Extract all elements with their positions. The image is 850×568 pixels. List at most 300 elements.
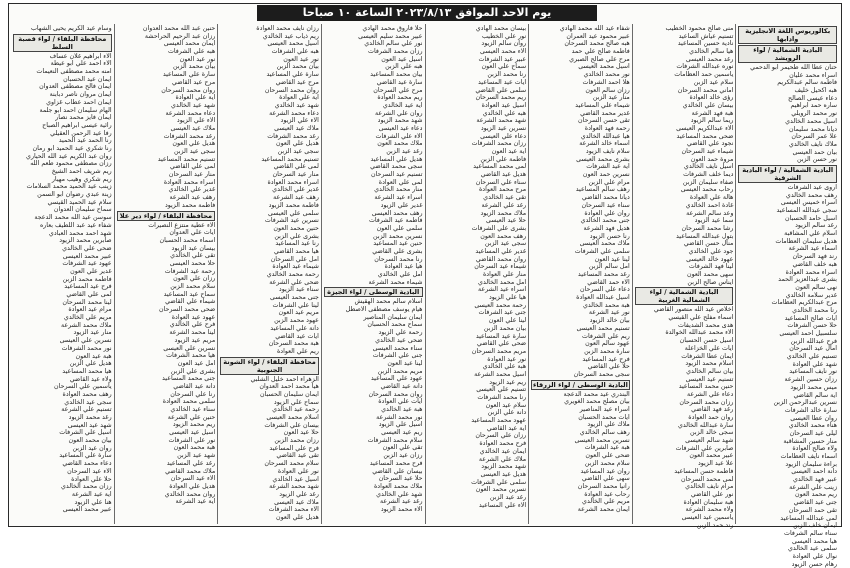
name-entry: روان حمد العوادة: [688, 414, 734, 421]
name-entry: دعاء عيسى الصالح: [788, 94, 837, 102]
name-entry: ديانا محمد سليمان: [789, 125, 837, 133]
name-entry: ملاك محمد العون: [377, 140, 423, 148]
name-entry: نوال علي العوادة: [792, 552, 837, 560]
name-entry: بشرى محمد العيسى: [576, 155, 630, 163]
name-entry: هبه علي الشرفات: [271, 48, 319, 56]
name-entry: اسماء خالد الشرعة: [579, 140, 630, 148]
name-entry: ايمان فالح مصطفى العدوان: [39, 83, 112, 91]
name-entry: ايمان مروان ناصر دبابنة: [49, 91, 112, 99]
name-entry: رزان محمد الشرفات: [368, 48, 423, 56]
name-entry: سارة خالد الشرفات: [784, 406, 837, 414]
name-entry: سلام عيد العون: [485, 401, 527, 409]
name-entry: هناء محمد الخالدي: [788, 422, 837, 430]
name-entry: شهد علي العوادة: [792, 360, 837, 368]
name-entry: امل سالم الزبن: [588, 263, 630, 271]
name-entry: سلام محمد الشرفات: [367, 436, 423, 444]
name-entry: ايات محمد الحسبان: [578, 413, 630, 421]
name-entry: ضحى محمد المساعيد: [676, 132, 734, 140]
name-entry: علا عيد الزيود: [697, 460, 734, 468]
name-entry: ياسمين عيد العيسى: [681, 513, 734, 521]
name-entry: تسنيم محمد العيسى: [576, 324, 630, 332]
name-entry: رزان علي السرحان: [475, 432, 527, 440]
name-entry: فاطمة محمد الزبن: [62, 275, 112, 283]
name-entry: نور علي العوادة: [277, 467, 319, 475]
name-entry: رهف سالم المساعيد: [575, 186, 630, 194]
name-entry: فاطمة محمد الزيود: [268, 201, 319, 209]
name-entry: شفاء عيد الله محمد الهادي: [559, 25, 630, 32]
name-entry: سارة علي المساعيد: [162, 71, 216, 79]
name-entry: الاء علي الشرفات: [375, 132, 423, 140]
name-entry: ملاك عيد العيسى: [274, 124, 319, 132]
name-entry: اية علي العوادة: [175, 94, 216, 102]
name-entry: حنين محمد العون: [273, 224, 319, 232]
name-entry: ولاء محمد الشرعة: [685, 506, 734, 514]
name-entry: تسنيم علي الشرعة: [61, 406, 112, 414]
name-column: [632, 24, 736, 529]
name-entry: اسلام محمد الزيود: [685, 360, 734, 368]
name-entry: سناء عيد الزيود: [278, 286, 319, 294]
name-entry: هيا سالم الخالدي: [689, 48, 734, 56]
name-entry: امال عيد السرحان: [789, 345, 837, 353]
name-entry: اسماء نايف العظامات: [780, 453, 837, 460]
name-entry: نسرين علي العيسى: [163, 344, 216, 352]
name-entry: هبة سليمان العوادة: [683, 498, 734, 506]
name-entry: شهد عيد العيسى: [67, 421, 112, 429]
name-entry: سارة عيد المساعيد: [475, 332, 527, 340]
name-entry: لينا فهد الشرفات: [688, 263, 734, 271]
name-entry: شيماء عيد العوادة: [272, 263, 319, 271]
name-entry: لينا علي الشرفات: [272, 301, 319, 309]
name-entry: اسيل عبدالله العوادة: [576, 294, 630, 302]
name-entry: رحمة فهد العوادة: [584, 124, 630, 132]
name-entry: عهود محمد المساعيد: [471, 417, 527, 425]
name-entry: شيماء علي القاضي: [165, 298, 216, 306]
name-entry: نور علي الشرفات: [168, 436, 216, 444]
name-entry: مريم عيد العون: [278, 309, 319, 317]
section-heading: البادية الشمالية / لواء البادية الشرقية: [738, 165, 837, 183]
name-entry: هنا علي الزيود: [74, 498, 112, 506]
name-entry: ساره حمد ابراهيم: [790, 102, 837, 110]
name-entry: رنا محمد الخالدي: [792, 306, 837, 314]
name-entry: فاطمة صالح علي حمد: [571, 48, 630, 56]
name-entry: رزان حسين الشرعة: [784, 376, 837, 384]
name-entry: ملاك علي الشرعة: [478, 455, 527, 463]
name-entry: حنين محمد المساعيد: [678, 383, 734, 391]
name-entry: غدير سلامة الخالدي: [785, 291, 837, 299]
name-entry: تسنيم علي العيسى: [476, 386, 527, 394]
name-entry: الهام سليمان احمد ابو جلمة: [39, 106, 112, 114]
name-entry: منار محمد الخالدي: [374, 186, 423, 194]
name-entry: ايمان عيد الخالدي: [479, 447, 527, 455]
name-entry: ريم محمد العون: [795, 491, 837, 499]
name-entry: غدير علي العون: [70, 267, 112, 275]
name-entry: الاء محمد الشرفات: [268, 506, 319, 514]
name-entry: سناء محمد العيسى: [372, 344, 423, 352]
name-entry: نسرين عيد الشرفات: [264, 217, 319, 225]
name-entry: رزان محمد السرحان: [679, 398, 734, 406]
name-entry: رغد محمد المساعيد: [577, 271, 630, 278]
name-entry: الاء محمد عبدالله الخوالدة: [665, 329, 734, 337]
name-entry: جنى محمد المساعيد: [162, 375, 216, 383]
name-entry: هديل علي العون: [276, 140, 319, 148]
name-entry: ملاك علي الزيود: [587, 421, 630, 429]
name-entry: سلمى علي العيسى: [268, 209, 319, 217]
name-entry: بشرى علي الشرفات: [471, 224, 527, 232]
name-entry: تقى علي الخالدي: [170, 252, 216, 260]
name-entry: اية سالم القاضي: [793, 391, 837, 399]
name-entry: اسلام سالم محمد الهقيش: [354, 298, 423, 306]
name-entry: ضحى عيد الخالدي: [375, 336, 423, 344]
name-entry: نور حسن الزبن: [796, 156, 837, 164]
name-entry: شهد محمد الزيود: [377, 117, 423, 125]
name-entry: رغد علي الزيود: [279, 490, 319, 498]
name-entry: رغد محمد الزيود: [68, 414, 112, 421]
name-entry: وسام عيد الكريم يحيى الشهاب: [30, 25, 112, 32]
name-entry: ريم شريف احمد الشيخ: [51, 168, 112, 175]
name-entry: اسراء خميس العيسى: [780, 199, 837, 207]
name-entry: رنا محمد الزبن: [487, 71, 527, 79]
name-entry: تقى حمد السرحان: [788, 506, 837, 514]
name-entry: هبه اكحيل خليف: [794, 87, 837, 95]
name-entry: بيسان محمد الهادي: [475, 25, 527, 32]
name-entry: رزان نايف محمد العوادة: [256, 25, 319, 32]
name-entry: نسرين علي العيسى: [59, 337, 112, 345]
name-entry: رنا محمد السرحان: [374, 255, 423, 263]
name-entry: مرح عيد القاضي: [275, 78, 319, 86]
name-entry: منار عيد السرحان: [168, 171, 216, 179]
name-entry: رغد عيد الزبن: [489, 493, 527, 501]
name-entry: لينا عيد العون: [387, 359, 423, 367]
name-entry: امل علي السرحان: [270, 255, 319, 263]
name-entry: مرح علي السرحان: [373, 86, 423, 94]
name-entry: بشرى علي الزبن: [170, 367, 216, 375]
name-entry: اسيل عيد العيسى: [169, 429, 216, 437]
name-entry: سلام محمد الزبن: [170, 283, 216, 290]
section-heading: البادية الوسطى / لواء الزرقاء: [533, 380, 628, 389]
name-entry: رحمة علي الزيود: [378, 329, 423, 337]
name-entry: الاء علي الزيود: [280, 117, 319, 125]
name-entry: رزان علي العون: [173, 275, 216, 283]
name-entry: سلام محمد الزبن: [584, 459, 630, 467]
name-entry: الاء عيد السرحان: [170, 475, 216, 483]
name-entry: روان محمد الخالدي: [164, 490, 216, 498]
name-entry: نوره عبدالله الشرفات: [676, 63, 734, 71]
name-entry: اسراء محمد العوادة: [785, 268, 837, 276]
name-entry: رهف عيد الشرعة: [273, 194, 319, 202]
name-entry: عبير محمد العيسى: [62, 252, 112, 260]
name-entry: فاطمة حسن المساعيد: [674, 467, 734, 475]
name-entry: الاء علي المساعيد: [478, 501, 527, 509]
name-entry: ريم ذياب عيد الخالدي: [262, 32, 319, 40]
name-entry: سما عيد الزيود: [694, 217, 734, 225]
name-entry: لمى عبدالله المساعيد: [780, 514, 837, 522]
name-entry: سجى عيد الزبن: [484, 240, 527, 248]
name-entry: ريما سالم الزيود: [690, 117, 734, 125]
name-entry: حلا حسن الشرفات: [787, 322, 837, 330]
name-entry: امل علي الخالدي: [377, 271, 423, 278]
name-entry: ريم محمد العوادة: [377, 94, 423, 102]
name-entry: نور محمد الشرعة: [376, 413, 423, 421]
name-entry: اسراء عيد الشرعة: [478, 286, 527, 294]
name-entry: ملاك محمد القاضي: [165, 467, 216, 475]
name-entry: زينة عبدي رضوان ابو السمن: [37, 191, 112, 199]
name-entry: امنه محمد مصطفى النعيمات: [36, 68, 112, 76]
name-entry: ايمان فايز محمد نصار: [55, 114, 112, 122]
name-entry: ايات عيد القاضي: [275, 332, 319, 340]
name-entry: ايات علي الخزاعلة: [684, 344, 734, 352]
name-entry: ملاك عيد العيسى: [170, 124, 216, 132]
name-entry: عهود خالد العيسى: [686, 255, 734, 263]
name-entry: ياسمين علي السرحان: [54, 383, 112, 391]
name-entry: ديما خلف الشرفات: [683, 171, 734, 179]
name-entry: رزان سالم العون: [585, 86, 630, 94]
name-entry: مرح محمد العوادة: [479, 186, 527, 194]
name-entry: رغد محمد العيسى: [685, 55, 734, 63]
name-entry: بيان محمد العون: [68, 437, 112, 445]
name-entry: رغد فهد القاضي: [691, 406, 734, 414]
name-entry: شيماء علي المساعيد: [575, 101, 630, 109]
name-entry: نور محمد الشرفات: [61, 344, 112, 352]
name-entry: مريم محمد السرحان: [471, 347, 527, 355]
name-entry: هديل علي المساعيد: [370, 155, 423, 163]
name-entry: اسراء محمد العوادة: [267, 178, 319, 186]
name-entry: مرام عيد العوادة: [68, 306, 112, 314]
name-entry: عهود علي المساعيد: [370, 375, 423, 383]
name-entry: رنا محمد الشرفات: [477, 394, 527, 401]
name-entry: تسنيم عياش الساعيد: [678, 32, 734, 40]
name-entry: ميس محمد الزيود: [790, 383, 837, 391]
name-entry: جود علي الخالدي: [688, 247, 734, 255]
name-entry: ايمان عيد الحسبان: [63, 75, 112, 83]
name-entry: رحمة عيد الخالدي: [272, 406, 319, 414]
name-entry: فرح عيد المساعيد: [64, 283, 112, 291]
name-entry: رغد عيد الزبن: [386, 148, 423, 155]
name-entry: سجى عيد الخالدي: [64, 398, 112, 406]
name-entry: دعاء علي العيسى: [480, 132, 527, 140]
name-entry: رغد عيد الشرعة: [380, 498, 423, 506]
name-column: [321, 24, 425, 524]
name-entry: ايمان سليمان المناصير: [363, 313, 423, 321]
name-entry: اية علي العوادة: [279, 94, 319, 102]
name-entry: نجود علي القاضي: [687, 140, 734, 148]
name-entry: اسيل عيد الخالدي: [272, 475, 319, 483]
name-entry: سلسبيل احمد العيسى: [779, 330, 837, 337]
name-entry: الزهراء احمد خليل الشلبي: [250, 375, 319, 383]
name-entry: اية عيد الشرفات: [586, 163, 630, 171]
date-time-header: يوم الاحد الموافق ٢٠٢٣/٨/١٣ الساعة ١٠ صباحا: [257, 5, 597, 21]
name-entry: جنى عيد الشرفات: [478, 309, 527, 317]
name-entry: سماح علي العون: [481, 63, 527, 71]
name-entry: صفاء سليمان الزبن: [682, 178, 734, 186]
name-entry: شفاء عيد عبد اللطيف بعاره: [39, 221, 112, 229]
name-entry: ايمان خلف الزبن: [793, 522, 837, 530]
name-entry: رنا عيد المساعيد: [275, 240, 319, 248]
name-entry: روان سالم الزيود: [481, 40, 527, 48]
name-entry: هديل عيد العيسى: [480, 470, 527, 478]
name-entry: اية عيد العون: [491, 148, 527, 155]
name-entry: سناء سالم الشرفات: [784, 529, 837, 537]
name-entry: سلمى محمد العوادة: [162, 398, 216, 406]
name-entry: ملاك محمد العيسى: [579, 240, 630, 248]
name-entry: رؤى خالد العوادة: [689, 94, 734, 102]
section-heading: محافظة البلقاء / لواء الشونة الجنوبية: [220, 357, 319, 375]
section-heading: محافظة البلقاء / لواء دير علا: [117, 211, 216, 221]
name-entry: هبه صالح محمد السرحان: [564, 40, 630, 48]
name-entry: اخلاص عيد الله منصور القاضي: [653, 306, 734, 314]
name-entry: حنين عبد الله محمد العدوان: [142, 25, 216, 32]
name-entry: هبة فهد الشرعة: [691, 109, 734, 117]
name-entry: هديل علي العوادة: [169, 482, 216, 490]
name-entry: عبير عيد الشرفات: [478, 55, 527, 63]
name-entry: رنا شكري عيد الحميد ابو رمان: [32, 144, 112, 152]
name-entry: لمى علي القاضي: [66, 291, 112, 298]
name-entry: بيان محمد المساعيد: [370, 71, 423, 79]
name-entry: اسيل حسن الحسبان: [679, 337, 734, 345]
name-entry: رهف سالم الخالدي: [579, 429, 630, 437]
name-entry: صابرين محمد الزيود: [59, 237, 112, 245]
name-entry: اسيل محمد العيسى: [267, 40, 319, 48]
name-entry: اسيل عيد العوادة: [481, 101, 527, 109]
name-entry: لينا محمد الشرعة: [169, 329, 216, 337]
name-entry: ايمان عطا الشرفات: [681, 352, 734, 360]
name-entry: تسنيم عيد السرحان: [370, 171, 423, 179]
name-entry: روان عيد الزبن: [72, 444, 112, 452]
name-entry: رهف عيد الشرعة: [169, 194, 216, 202]
name-entry: رهف محمد العيسى: [371, 209, 423, 217]
name-entry: اسراء محمد عليان: [789, 71, 837, 79]
name-entry: هيا محمد العيسى: [792, 537, 837, 545]
name-entry: نادية حسين المساعيد: [677, 40, 734, 48]
name-entry: هديل علي العون: [172, 140, 216, 148]
name-entry: هالة علي العوادة: [689, 194, 734, 202]
name-entry: نور محمد الخالدي: [583, 71, 630, 79]
name-entry: سناء عيد الخالدي: [170, 406, 216, 413]
name-entry: سلمى علي العون: [376, 224, 423, 232]
name-entry: روان عطا العيسى: [790, 414, 837, 422]
name-entry: عهود عيد الشرفات: [62, 260, 112, 268]
name-entry: الاء علي الزيود: [176, 117, 216, 125]
name-entry: لينا عيد العون: [594, 255, 630, 263]
name-entry: شهد محمد الشرعة: [476, 117, 527, 125]
name-entry: بيسان علي الخالدي: [682, 101, 734, 109]
name-entry: سناء علي السرحان: [475, 178, 527, 186]
name-entry: الاء حمد القاضي: [587, 278, 630, 286]
name-entry: اسيل نايف الخالدي: [683, 163, 734, 171]
name-entry: هيا عبدالله الخالدي: [580, 132, 630, 140]
name-entry: الاء محمد الزيود: [380, 505, 423, 513]
name-entry: نور عيد الشرعة: [588, 309, 630, 317]
name-entry: نسرين عبدالرحمن الزبن: [773, 399, 837, 407]
name-entry: ريم عيد الزيود: [489, 378, 527, 386]
name-entry: سلام عيد الزبن: [693, 78, 734, 86]
name-entry: روان علي العوادة: [584, 209, 630, 217]
name-entry: رحمة محمد الخالدي: [266, 271, 319, 278]
name-entry: سجى خالد الزبن: [690, 429, 734, 437]
name-entry: مريم محمد الزبن: [377, 367, 423, 375]
name-entry: رنا علي السرحان: [170, 390, 216, 398]
name-entry: غدير علي المساعيد: [475, 247, 527, 255]
name-entry: مرح عيد القاضي: [172, 78, 216, 86]
name-entry: تسنيم محمد المساعيد: [261, 155, 319, 163]
name-entry: حنين علي الشرعة: [167, 413, 216, 421]
name-entry: حلا علي القاضي: [587, 363, 630, 371]
name-entry: سماح عيد المساعيد: [163, 290, 216, 298]
name-entry: نور نايف المساعيد: [789, 368, 837, 376]
name-entry: بيان سالم الخالدي: [686, 367, 734, 375]
name-entry: هبه علي الخالدي: [482, 109, 527, 117]
name-entry: اسيل علي الشرفات: [59, 429, 112, 437]
name-entry: نور علي القاضي: [690, 490, 734, 498]
name-entry: رهف محمد الخالدي: [785, 191, 837, 199]
name-entry: رغد محمد الشرفات: [267, 132, 319, 140]
name-entry: منار عيد السرحان: [272, 171, 319, 179]
name-entry: امل محمد الخالدي: [478, 278, 527, 286]
name-entry: رشا محمد السرحان: [681, 224, 734, 232]
name-entry: عبير محمد العون: [689, 452, 734, 460]
name-entry: غادة احمد الخالدي: [685, 201, 734, 209]
name-entry: ملاك عيد العيسى: [274, 498, 319, 506]
name-entry: حلا عيد السرحان: [378, 475, 423, 483]
name-entry: اسماء عيد الشرعة: [788, 245, 837, 253]
name-entry: هبه علي الزبن: [385, 63, 423, 71]
name-entry: بشرى علي القاضي: [372, 247, 423, 255]
name-entry: ملاك نايف الخالدي: [788, 140, 837, 148]
name-entry: ريم علي العوادة: [276, 347, 319, 355]
name-entry: نور محمد الرويلي: [791, 110, 837, 118]
name-entry: فرح محمد العوادة: [479, 440, 527, 448]
name-entry: الاء عبدالكريم العيسى: [676, 124, 734, 132]
name-entry: اسيل حامد الحسبان: [785, 214, 837, 222]
name-entry: مرام نايف الخالدي: [685, 483, 734, 491]
name-entry: حنين عيد المساعيد: [373, 240, 423, 248]
name-entry: تسنيم محمد المساعيد: [157, 155, 216, 163]
name-entry: الاء احمد علي ابو عيطة: [50, 60, 112, 68]
name-entry: حلا عيد العون: [283, 429, 319, 437]
name-entry: رغد سالم الزيود: [795, 222, 837, 230]
name-entry: منى صالح محمود الخطيب: [665, 25, 734, 32]
section-heading: بكالوريوس اللغة الانجليزية وادابها: [738, 26, 837, 44]
name-entry: عبير فهد الخالدي: [792, 476, 837, 484]
name-entry: سماح محمد الحسبان: [367, 321, 423, 329]
name-entry: رحمة محمد العيسى: [474, 301, 527, 309]
name-entry: هيا علي الزيود: [488, 294, 527, 302]
name-entry: اسيل محمد الخالدي: [785, 117, 837, 125]
name-entry: رحمة عيد الشرفات: [164, 267, 216, 275]
name-entry: هيا محمد احمد العدوان: [259, 383, 319, 391]
name-entry: براءة سليمان الزيود: [785, 460, 837, 468]
name-entry: ملاك محمد العوادة: [373, 482, 423, 490]
name-entry: شيماء محمد الشرعة: [368, 278, 423, 286]
name-entry: لينا محمد السرحان: [62, 298, 112, 306]
name-entry: ريم محمد السرحان: [475, 94, 527, 102]
name-entry: روان محمد السرحان: [264, 86, 319, 94]
name-entry: بيان محمد الزبن: [172, 63, 216, 71]
name-entry: رهف محمد العون: [480, 232, 527, 240]
name-entry: حلا فاروق محمد الهادي: [362, 25, 423, 32]
name-entry: منال حسن القاضي: [683, 240, 734, 248]
name-entry: ريم علي الشرفات: [582, 332, 630, 340]
name-entry: هلا احمد الشرفات: [582, 78, 630, 86]
name-entry: جنى محمد الخالدي: [580, 217, 630, 225]
name-entry: تقى علي العون: [382, 444, 423, 452]
name-entry: ديانا محمد القاضي: [581, 194, 630, 202]
name-entry: زينب عيد الحميد محمد السلامات: [26, 183, 112, 191]
name-entry: ولاء عيد القاضي: [69, 375, 112, 383]
name-entry: ايمان احمد عطاب غزاوي: [46, 98, 112, 106]
name-entry: اسلام محمد العيسى: [266, 414, 319, 421]
name-entry: اسماء محمد الحسبان: [159, 236, 216, 244]
name-entry: الاء عيد السرحان: [67, 467, 112, 475]
